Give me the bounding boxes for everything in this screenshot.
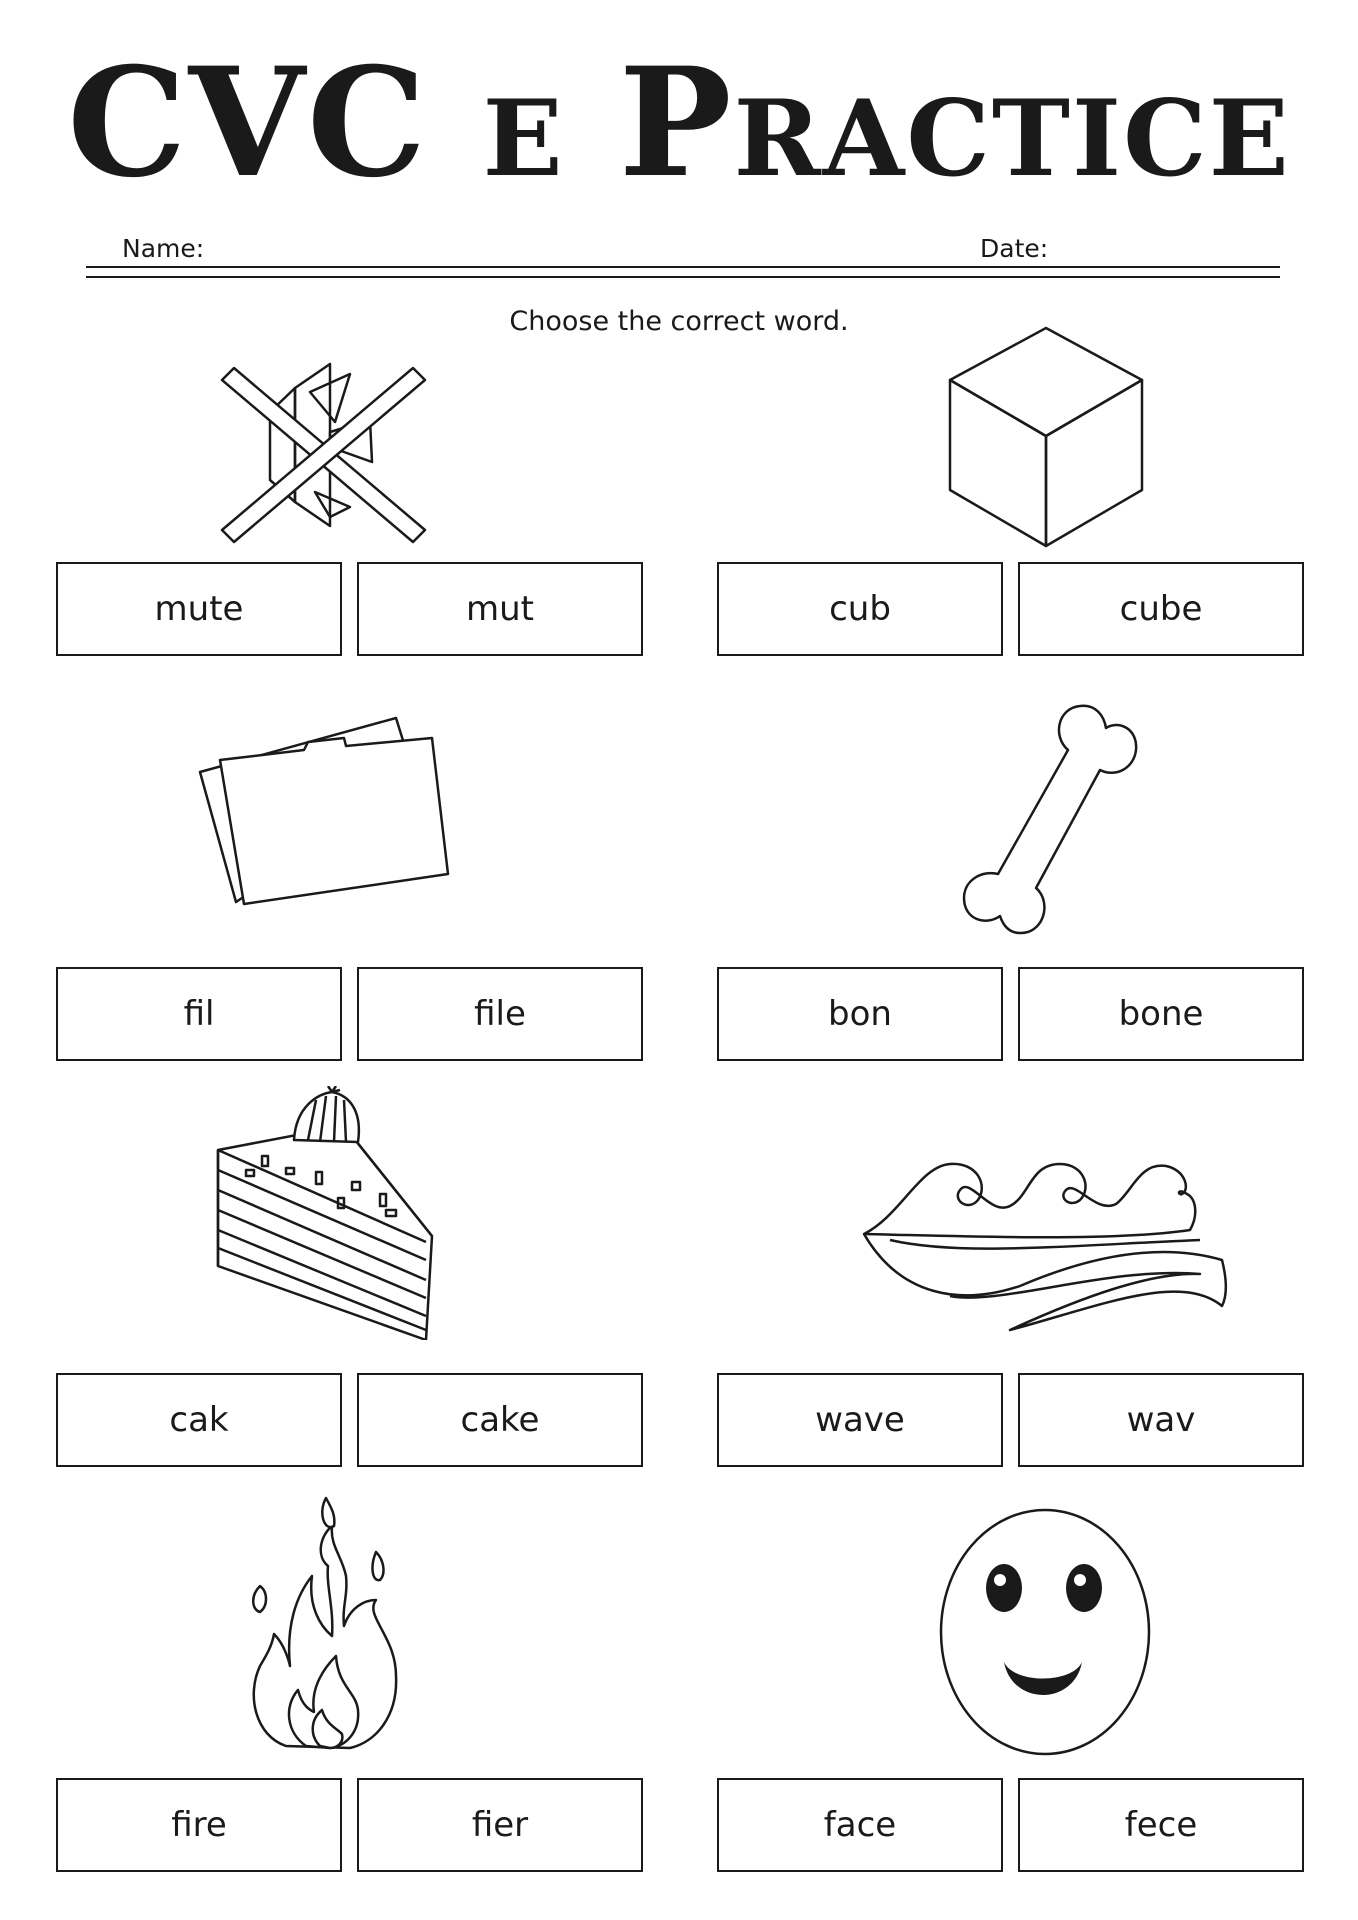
file-folder-icon (196, 712, 456, 912)
word-option[interactable]: fire (56, 1778, 342, 1872)
name-label: Name: (122, 234, 205, 263)
word-option[interactable]: wave (717, 1373, 1003, 1467)
bone-icon (940, 700, 1150, 962)
word-option[interactable]: cube (1018, 562, 1304, 656)
word-option[interactable]: cub (717, 562, 1003, 656)
word-option[interactable]: cake (357, 1373, 643, 1467)
word-option[interactable]: cak (56, 1373, 342, 1467)
cake-icon (212, 1086, 438, 1340)
cube-icon (946, 324, 1146, 552)
fire-icon (246, 1496, 406, 1750)
mute-icon (220, 352, 430, 552)
word-option[interactable]: bon (717, 967, 1003, 1061)
word-option[interactable]: mut (357, 562, 643, 656)
word-option[interactable]: fece (1018, 1778, 1304, 1872)
name-date-line[interactable] (86, 266, 1280, 268)
word-option[interactable]: wav (1018, 1373, 1304, 1467)
word-option[interactable]: mute (56, 562, 342, 656)
word-option[interactable]: bone (1018, 967, 1304, 1061)
worksheet-title: CVC e Practice (67, 35, 1291, 211)
word-option[interactable]: fil (56, 967, 342, 1061)
instructions: Choose the correct word. (509, 306, 849, 337)
divider-line (86, 276, 1280, 278)
face-icon (938, 1506, 1152, 1758)
wave-icon (860, 1156, 1230, 1336)
word-option[interactable]: file (357, 967, 643, 1061)
word-option[interactable]: fier (357, 1778, 643, 1872)
word-option[interactable]: face (717, 1778, 1003, 1872)
date-label: Date: (980, 234, 1049, 263)
